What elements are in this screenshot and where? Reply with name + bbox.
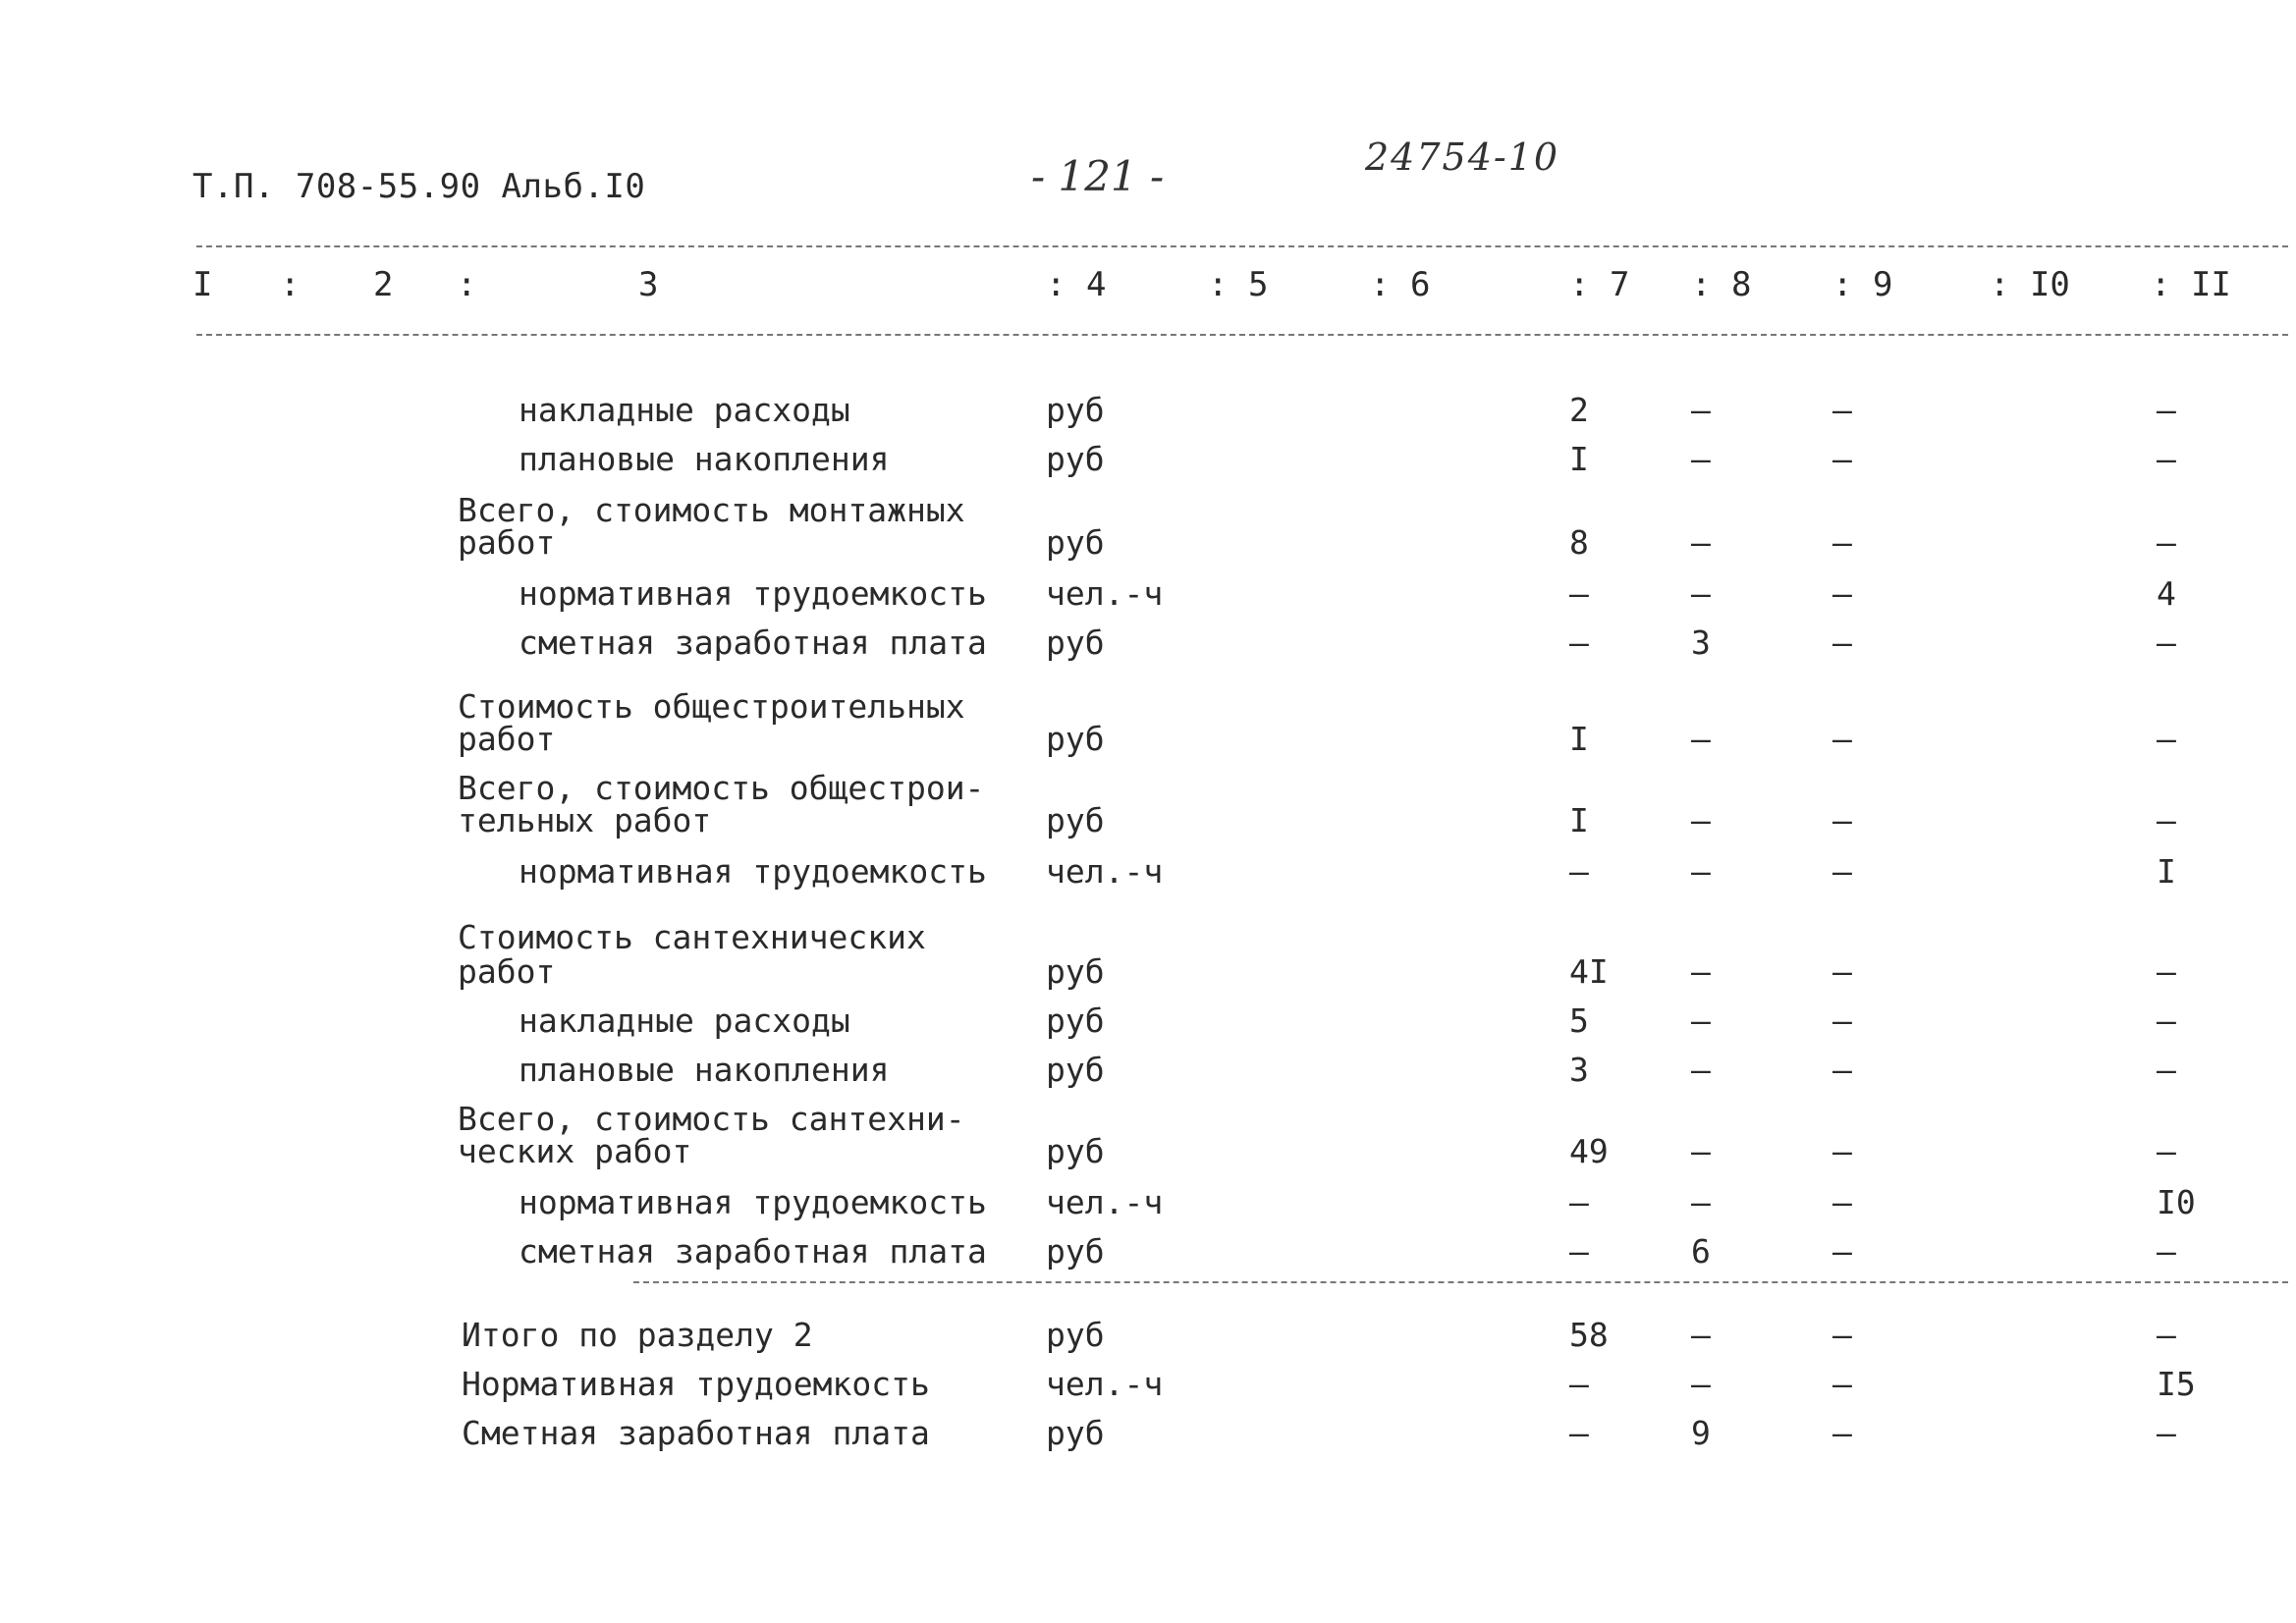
column-header-sep: : [457, 265, 477, 304]
cell-col11: I0 [2157, 1183, 2196, 1221]
cell-col7: – [1569, 1365, 1589, 1403]
row-unit: руб [1046, 440, 1105, 478]
row-label: работ [458, 523, 556, 562]
cell-col9: – [1832, 1183, 1852, 1221]
cell-col8: – [1691, 523, 1711, 562]
cell-col11: – [2157, 1414, 2176, 1452]
row-label: ческих работ [458, 1132, 692, 1170]
cell-col11: – [2157, 1232, 2176, 1271]
row-unit: руб [1046, 1316, 1105, 1354]
cell-col11: – [2157, 1001, 2176, 1040]
cell-col8: – [1691, 1316, 1711, 1354]
table-row [0, 801, 2296, 839]
table-row [0, 440, 2296, 478]
cell-col11: – [2157, 523, 2176, 562]
table-row [0, 574, 2296, 613]
row-label: нормативная трудоемкость [519, 1183, 987, 1221]
cell-col9: – [1832, 1414, 1852, 1452]
cell-col8: – [1691, 801, 1711, 839]
document-code: 24754-10 [1365, 135, 1560, 179]
table-row [0, 1316, 2296, 1354]
cell-col9: – [1832, 852, 1852, 891]
cell-col7: 49 [1569, 1132, 1609, 1170]
row-unit: руб [1046, 801, 1105, 839]
column-header-1: I [192, 265, 213, 304]
row-label: нормативная трудоемкость [519, 574, 987, 613]
column-header-6: : 6 [1370, 265, 1431, 304]
cell-col11: I [2157, 852, 2176, 891]
cell-col7: 4I [1569, 952, 1609, 991]
table-row [0, 1001, 2296, 1040]
row-label: нормативная трудоемкость [519, 852, 987, 891]
row-label: Итого по разделу 2 [462, 1316, 813, 1354]
column-header-11: : II [2151, 265, 2231, 304]
cell-col11: – [2157, 1051, 2176, 1089]
cell-col11: – [2157, 720, 2176, 758]
cell-col11: 4 [2157, 574, 2176, 613]
row-label: Нормативная трудоемкость [462, 1365, 930, 1403]
cell-col11: – [2157, 801, 2176, 839]
cell-col8: – [1691, 1001, 1711, 1040]
row-unit: чел.-ч [1046, 1365, 1164, 1403]
row-unit: чел.-ч [1046, 1183, 1164, 1221]
cell-col7: 58 [1569, 1316, 1609, 1354]
row-label: накладные расходы [519, 1001, 850, 1040]
column-header-9: : 9 [1832, 265, 1893, 304]
cell-col9: – [1832, 1001, 1852, 1040]
cell-col8: – [1691, 952, 1711, 991]
row-unit: руб [1046, 391, 1105, 429]
table-row [0, 852, 2296, 891]
row-unit: руб [1046, 1051, 1105, 1089]
table-row [0, 1100, 2296, 1138]
table-row [0, 1183, 2296, 1221]
table-row [0, 687, 2296, 726]
cell-col8: – [1691, 852, 1711, 891]
cell-col9: – [1832, 391, 1852, 429]
table-row [0, 918, 2296, 956]
cell-col7: 8 [1569, 523, 1589, 562]
row-label: Всего, стоимость сантехни- [458, 1100, 965, 1138]
cell-col7: I [1569, 440, 1589, 478]
row-label: тельных работ [458, 801, 712, 839]
cell-col8: – [1691, 720, 1711, 758]
cell-col8: 9 [1691, 1414, 1711, 1452]
header-bottom-rule [196, 334, 2288, 336]
cell-col8: – [1691, 440, 1711, 478]
column-header-4: : 4 [1046, 265, 1107, 304]
row-unit: чел.-ч [1046, 574, 1164, 613]
row-label: Стоимость сантехнических [458, 918, 926, 956]
row-label: плановые накопления [519, 1051, 890, 1089]
cell-col9: – [1832, 952, 1852, 991]
table-row [0, 952, 2296, 991]
cell-col11: – [2157, 1316, 2176, 1354]
column-header-3: 3 [638, 265, 659, 304]
table-row [0, 769, 2296, 807]
cell-col9: – [1832, 523, 1852, 562]
row-unit: руб [1046, 952, 1105, 991]
cell-col7: – [1569, 574, 1589, 613]
row-unit: руб [1046, 523, 1105, 562]
cell-col9: – [1832, 574, 1852, 613]
table-row [0, 720, 2296, 758]
cell-col9: – [1832, 801, 1852, 839]
cell-col9: – [1832, 1316, 1852, 1354]
row-unit: руб [1046, 1414, 1105, 1452]
section-total-rule [633, 1281, 2288, 1283]
cell-col11: – [2157, 623, 2176, 662]
row-label: Сметная заработная плата [462, 1414, 930, 1452]
cell-col9: – [1832, 1051, 1852, 1089]
cell-col7: I [1569, 720, 1589, 758]
cell-col8: 3 [1691, 623, 1711, 662]
cell-col7: – [1569, 1414, 1589, 1452]
row-label: сметная заработная плата [519, 623, 987, 662]
page-number: - 121 - [1031, 152, 1165, 200]
row-label: сметная заработная плата [519, 1232, 987, 1271]
column-header-5: : 5 [1208, 265, 1269, 304]
cell-col8: – [1691, 1365, 1711, 1403]
cell-col7: 2 [1569, 391, 1589, 429]
row-unit: руб [1046, 1001, 1105, 1040]
column-header-8: : 8 [1691, 265, 1752, 304]
cell-col11: – [2157, 1132, 2176, 1170]
table-row [0, 391, 2296, 429]
table-row [0, 1365, 2296, 1403]
column-header-10: : I0 [1990, 265, 2070, 304]
row-label: Всего, стоимость монтажных [458, 491, 965, 529]
column-header-sep: : [280, 265, 301, 304]
cell-col9: – [1832, 1365, 1852, 1403]
row-unit: руб [1046, 623, 1105, 662]
cell-col9: – [1832, 1132, 1852, 1170]
cell-col8: – [1691, 574, 1711, 613]
row-label: плановые накопления [519, 440, 890, 478]
cell-col9: – [1832, 1232, 1852, 1271]
header-top-rule [196, 245, 2288, 247]
row-unit: чел.-ч [1046, 852, 1164, 891]
row-unit: руб [1046, 1132, 1105, 1170]
row-unit: руб [1046, 720, 1105, 758]
table-row [0, 1051, 2296, 1089]
cell-col7: I [1569, 801, 1589, 839]
row-label: работ [458, 720, 556, 758]
cell-col8: – [1691, 1183, 1711, 1221]
cell-col7: – [1569, 1232, 1589, 1271]
cell-col9: – [1832, 623, 1852, 662]
row-label: Всего, стоимость общестрои- [458, 769, 985, 807]
row-unit: руб [1046, 1232, 1105, 1271]
row-label: Стоимость общестроительных [458, 687, 965, 726]
cell-col7: 5 [1569, 1001, 1589, 1040]
cell-col8: – [1691, 1051, 1711, 1089]
cell-col7: – [1569, 852, 1589, 891]
table-row [0, 1232, 2296, 1271]
cell-col9: – [1832, 720, 1852, 758]
table-row [0, 1132, 2296, 1170]
cell-col8: 6 [1691, 1232, 1711, 1271]
cell-col7: 3 [1569, 1051, 1589, 1089]
cell-col8: – [1691, 391, 1711, 429]
cell-col7: – [1569, 1183, 1589, 1221]
cell-col11: – [2157, 440, 2176, 478]
row-label: накладные расходы [519, 391, 850, 429]
cell-col7: – [1569, 623, 1589, 662]
column-header-2: 2 [373, 265, 394, 304]
row-label: работ [458, 952, 556, 991]
table-row [0, 523, 2296, 562]
cell-col9: – [1832, 440, 1852, 478]
cell-col11: – [2157, 391, 2176, 429]
column-header-7: : 7 [1569, 265, 1630, 304]
cell-col8: – [1691, 1132, 1711, 1170]
table-row [0, 491, 2296, 529]
table-row [0, 623, 2296, 662]
table-row [0, 1414, 2296, 1452]
document-reference: Т.П. 708-55.90 Альб.I0 [192, 167, 646, 206]
cell-col11: – [2157, 952, 2176, 991]
cell-col11: I5 [2157, 1365, 2196, 1403]
